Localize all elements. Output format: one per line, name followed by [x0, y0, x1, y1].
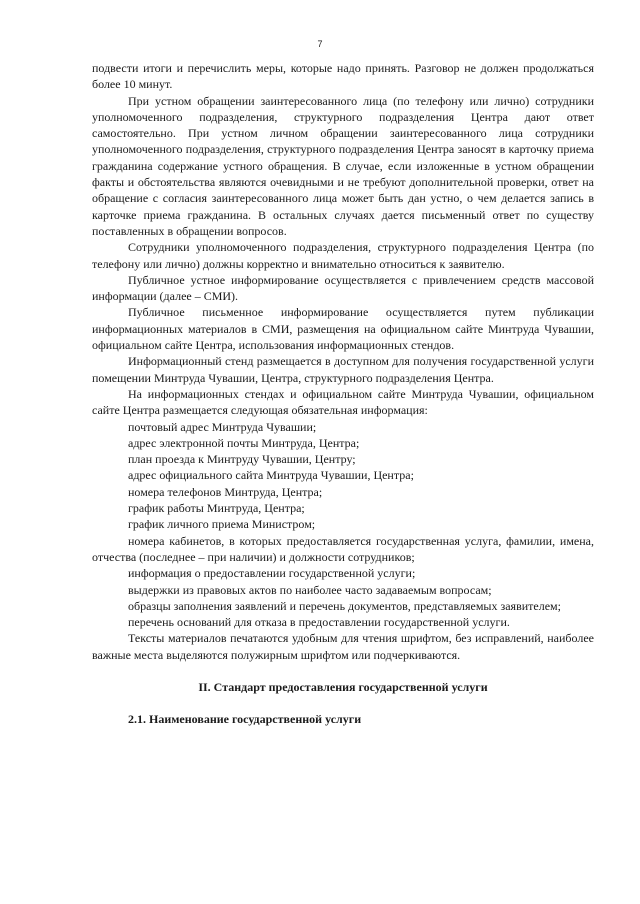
- paragraph-oral-request: При устном обращении заинтересованного лица (по телефону или лично) сотрудники уполномоченного подразделения, структурного подразделения Центра дают ответ самостоятельно. При устном личном обращении заинтересованного лица сотрудники уполномоченного подразделения, структурного подразделения Центра заносят в карточку приема гражданина содержание устного обращения. В случае, если изложенные в устном обращении факты и обстоятельства являются очевидными и не требуют дополнительной проверки, ответ на обращение с согласия заинтересованного лица может быть дан устно, о чем делается запись в карточке приема гражданина. В остальных случаях дается письменный ответ по существу поставленных в обращении вопросов.: [92, 93, 594, 238]
- list-item: график личного приема Министром;: [128, 517, 316, 532]
- list-item: номера кабинетов, в которых предоставляется государственная услуга, фамилии, имена, отчества (последнее – при наличии) и должности сотрудников;: [92, 533, 594, 564]
- list-item: адрес электронной почты Минтруда, Центра;: [128, 435, 360, 450]
- paragraph-public-written-informing: Публичное письменное информирование осуществляется путем публикации информационных материалов в СМИ, размещения на официальном сайте Минтруда Чувашии, официальном сайте Центра, использования информационных стендов.: [92, 305, 594, 353]
- list-item: адрес официального сайта Минтруда Чувашии, Центра;: [128, 468, 414, 483]
- page-number: 7: [317, 39, 323, 49]
- subsection-heading: 2.1. Наименование государственной услуги: [128, 712, 362, 727]
- list-item: план проезда к Минтруду Чувашии, Центру;: [128, 452, 356, 467]
- list-item: почтовый адрес Минтруда Чувашии;: [128, 419, 317, 434]
- paragraph-info-stand: Информационный стенд размещается в доступном для получения государственной услуги помещении Минтруда Чувашии, Центра, структурного подразделения Центра.: [92, 354, 594, 385]
- list-item: образцы заполнения заявлений и перечень документов, представляемых заявителем;: [128, 598, 561, 613]
- section-heading: II. Стандарт предоставления государственной услуги: [198, 679, 488, 694]
- list-item: информация о предоставлении государственной услуги;: [128, 566, 416, 581]
- paragraph-staff-conduct: Сотрудники уполномоченного подразделения, структурного подразделения Центра (по телефону или лично) должны корректно и внимательно относиться к заявителю.: [92, 240, 594, 271]
- paragraph-public-oral-informing: Публичное устное информирование осуществляется с привлечением средств массовой информации (далее – СМИ).: [92, 272, 594, 304]
- paragraph-required-info: На информационных стендах и официальном сайте Минтруда Чувашии, официальном сайте Центра размещается следующая обязательная информация:: [92, 386, 594, 418]
- list-item: номера телефонов Минтруда, Центра;: [128, 484, 323, 499]
- list-item: выдержки из правовых актов по наиболее часто задаваемым вопросам;: [128, 582, 492, 597]
- list-item: график работы Минтруда, Центра;: [128, 501, 305, 516]
- paragraph-materials-formatting: Тексты материалов печатаются удобным для чтения шрифтом, без исправлений, наиболее важные места выделяются полужирным шрифтом или подчеркиваются.: [92, 631, 594, 662]
- paragraph-continuation: подвести итоги и перечислить меры, которые надо принять. Разговор не должен продолжаться более 10 минут.: [92, 61, 594, 92]
- required-info-list: [92, 419, 594, 631]
- list-item: перечень оснований для отказа в предоставлении государственной услуги.: [128, 615, 510, 630]
- document-body: [92, 60, 594, 728]
